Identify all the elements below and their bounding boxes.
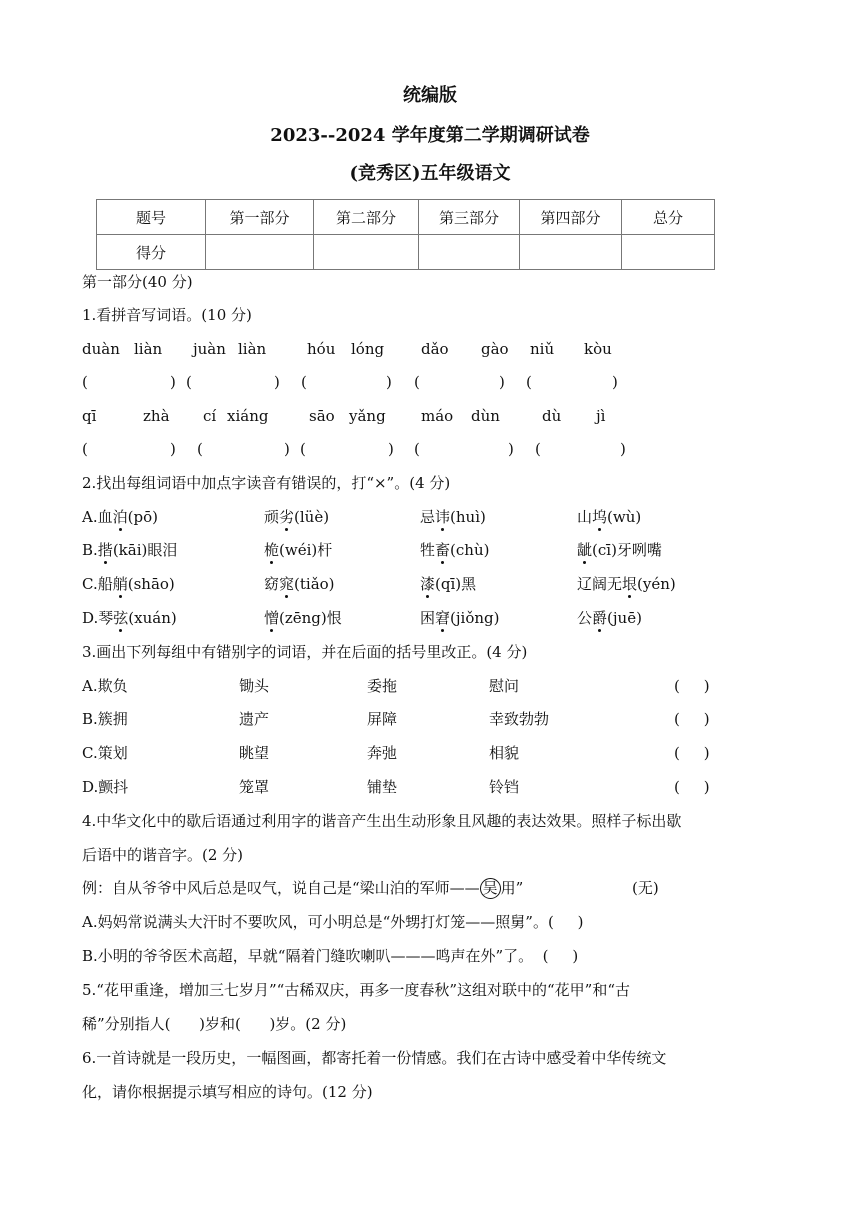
q3-title: 3.画出下列每组中有错别字的词语，并在后面的括号里改正。(4 分) [82, 643, 528, 661]
answer-close-paren: ) [612, 373, 618, 391]
pinyin: qī [82, 407, 97, 425]
q2-title: 2.找出每组词语中加点字读音有错误的，打“×”。(4 分) [82, 474, 451, 492]
correction-blank[interactable]: ( ) [674, 744, 710, 762]
answer-open-paren: ( [535, 440, 541, 458]
word: 相貌 [489, 744, 520, 762]
pinyin: dù [542, 407, 562, 425]
dotted-char: 泊 [112, 508, 128, 526]
pinyin: duàn [82, 340, 120, 358]
q4-option-b: B.小明的爷爷医术高超，早就“隔着门缝吹喇叭———鸣声在外”了。 ( ) [82, 947, 579, 965]
answer-close-paren: ) [284, 440, 290, 458]
pinyin: hóu [307, 340, 336, 358]
pinyin: máo [421, 407, 454, 425]
answer-close-paren: ) [388, 440, 394, 458]
score-table-header: 第四部分 [520, 200, 622, 235]
q4-example-answer: (无) [632, 879, 659, 897]
q6-line1: 6.一首诗就是一段历史，一幅图画，都寄托着一份情感。我们在古诗中感受着中华传统文 [82, 1049, 667, 1067]
word: 委拖 [367, 677, 398, 695]
answer-close-paren: ) [386, 373, 392, 391]
q1-title: 1.看拼音写词语。(10 分) [82, 306, 252, 324]
pinyin: zhà [143, 407, 170, 425]
pinyin: jì [596, 407, 606, 425]
answer-open-paren: ( [300, 440, 306, 458]
q5-line1: 5.“花甲重逢，增加三七岁月”“古稀双庆，再多一度春秋”这组对联中的“花甲”和“古 [82, 981, 630, 999]
answer-open-paren: ( [526, 373, 532, 391]
word: 笼罩 [239, 778, 270, 796]
answer-open-paren: ( [82, 373, 88, 391]
score-table [96, 199, 715, 270]
answer-close-paren: ) [170, 373, 176, 391]
word: 铃铛 [489, 778, 520, 796]
word: 慰问 [489, 677, 520, 695]
edition-title: 统编版 [403, 85, 457, 106]
correction-blank[interactable]: ( ) [674, 710, 710, 728]
pinyin: kòu [584, 340, 612, 358]
dotted-char: 艄 [112, 575, 128, 593]
score-cell[interactable] [206, 235, 314, 270]
word: C.策划 [82, 744, 128, 762]
pinyin: juàn [193, 340, 226, 358]
word: 遗产 [239, 710, 270, 728]
word: 铺垫 [367, 778, 398, 796]
score-cell[interactable] [314, 235, 419, 270]
dotted-char: 垠 [622, 575, 638, 593]
pinyin: liàn [134, 340, 163, 358]
score-table-score-row [97, 235, 715, 270]
dotted-char: 劣 [279, 508, 295, 526]
dotted-char: 窕 [279, 575, 295, 593]
answer-open-paren: ( [414, 373, 420, 391]
score-cell[interactable] [622, 235, 715, 270]
word: 奔弛 [367, 744, 398, 762]
word: 幸致勃勃 [489, 710, 550, 728]
q4-prompt-line1: 4.中华文化中的歇后语通过利用字的谐音产生出生动形象且风趣的表达效果。照样子标出歇 [82, 812, 682, 830]
option-label: A. [82, 508, 98, 526]
dotted-char: 窘 [435, 609, 451, 627]
dotted-char: 爵 [592, 609, 608, 627]
score-cell[interactable] [520, 235, 622, 270]
score-table-header: 总分 [622, 200, 715, 235]
q5-line2: 稀”分别指人( )岁和( )岁。(2 分) [82, 1015, 347, 1033]
word: A.欺负 [82, 677, 128, 695]
dotted-char: 讳 [435, 508, 451, 526]
dotted-char: 桅 [264, 541, 280, 559]
q6-line2: 化，请你根据提示填写相应的诗句。(12 分) [82, 1083, 373, 1101]
pinyin: gào [481, 340, 509, 358]
part1-title: 第一部分(40 分) [82, 273, 193, 291]
score-table-header: 题号 [97, 200, 206, 235]
answer-close-paren: ) [620, 440, 626, 458]
dotted-char: 揩 [97, 541, 113, 559]
dotted-char: 坞 [592, 508, 608, 526]
answer-close-paren: ) [508, 440, 514, 458]
answer-open-paren: ( [186, 373, 192, 391]
q4-example: 例：自从爷爷中风后总是叹气，说自己是“梁山泊的军师—— 吴 用” [82, 879, 524, 897]
answer-close-paren: ) [170, 440, 176, 458]
word: 眺望 [239, 744, 270, 762]
score-table-header-row [97, 200, 715, 235]
answer-close-paren: ) [499, 373, 505, 391]
pinyin: cí [203, 407, 217, 425]
pinyin: dǎo [421, 340, 449, 358]
correction-blank[interactable]: ( ) [674, 778, 710, 796]
answer-open-paren: ( [82, 440, 88, 458]
circled-homophone: 吴 [480, 878, 501, 899]
score-row-label: 得分 [97, 235, 206, 270]
option-label: D. [82, 609, 99, 627]
correction-blank[interactable]: ( ) [674, 677, 710, 695]
pinyin: sāo [309, 407, 335, 425]
dotted-char: 漆 [420, 575, 436, 593]
pinyin: lóng [351, 340, 385, 358]
word: B.簇拥 [82, 710, 128, 728]
pinyin: dùn [471, 407, 500, 425]
dotted-char: 畜 [435, 541, 451, 559]
dotted-char: 龇 [577, 541, 593, 559]
score-table-header: 第一部分 [206, 200, 314, 235]
word: 锄头 [239, 677, 270, 695]
word: 屏障 [367, 710, 398, 728]
option-label: C. [82, 575, 98, 593]
answer-open-paren: ( [414, 440, 420, 458]
pinyin: niǔ [530, 340, 555, 358]
pinyin: xiáng [227, 407, 269, 425]
dotted-char: 弦 [113, 609, 129, 627]
answer-open-paren: ( [301, 373, 307, 391]
score-table-header: 第二部分 [314, 200, 419, 235]
q4-option-a: A.妈妈常说满头大汗时不要吹风，可小明总是“外甥打灯笼——照舅”。( ) [82, 913, 584, 931]
subject-title: (竞秀区)五年级语文 [349, 163, 511, 184]
q4-prompt-line2: 后语中的谐音字。(2 分) [82, 846, 244, 864]
word: D.颤抖 [82, 778, 129, 796]
score-cell[interactable] [419, 235, 520, 270]
option-label: B. [82, 541, 98, 559]
answer-open-paren: ( [197, 440, 203, 458]
score-table-header: 第三部分 [419, 200, 520, 235]
answer-close-paren: ) [274, 373, 280, 391]
pinyin: yǎng [349, 407, 386, 425]
dotted-char: 憎 [264, 609, 280, 627]
pinyin: liàn [238, 340, 267, 358]
exam-title: 2023--2024 学年度第二学期调研试卷 [270, 125, 590, 146]
